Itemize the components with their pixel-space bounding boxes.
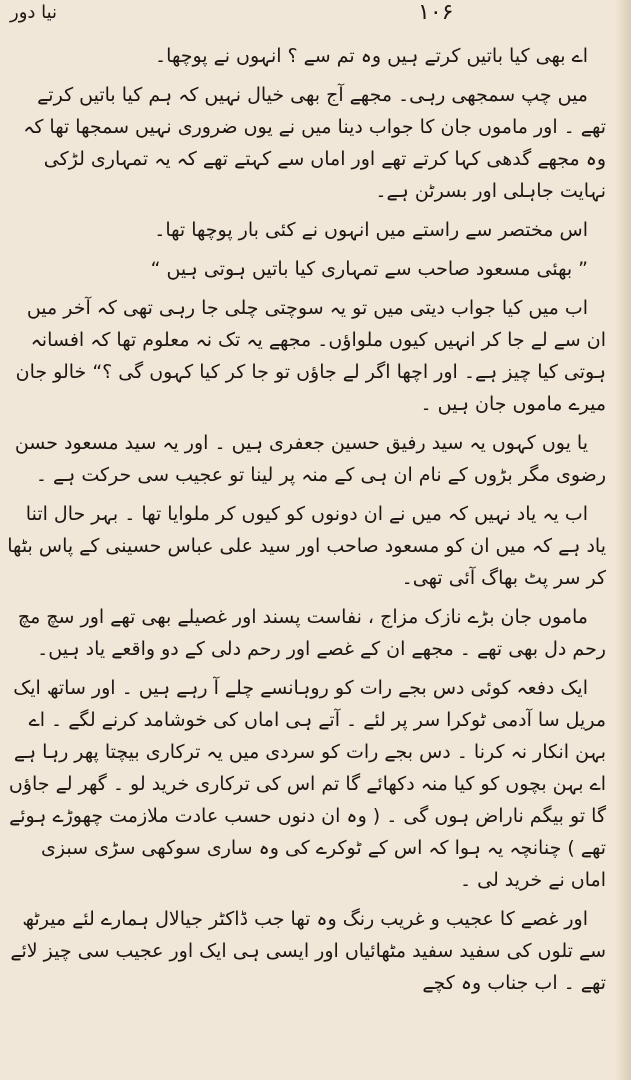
journal-name: نیا دور xyxy=(10,2,58,23)
page-edge-shadow xyxy=(615,0,631,1080)
paragraph-3: اس مختصر سے راستے میں انہوں نے کئی بار پوچھا تھا۔ xyxy=(154,219,588,241)
page-header xyxy=(0,0,631,26)
paragraph-9: ایک دفعہ کوئی دس بجے رات کو روہانسے چلے آ رہے ہیں ۔ اور ساتھ ایک مریل سا آدمی ٹوکرا سر پر لئے ۔ آتے ہی اماں کی خوشامد کرنے لگے ۔ اے بہن انکار نہ کرنا ۔ دس بجے رات کو سردی میں یہ ترکاری بیچتا پھر رہا ہے اے بہن بچوں کو کیا منہ دکھائے گا تم اس کی ترکاری خرید لو ۔ گھر لے جاؤں گا تو بیگم ناراض ہوں گی ۔ ( وہ ان دنوں حسب عادت ملازمت چھوڑے ہوئے تھے ) چنانچہ یہ ہوا کہ اس کے ٹوکرے کی وہ ساری سوکھی سڑی سبزی اماں نے خرید لی ۔ xyxy=(8,677,606,891)
paragraph-8: ماموں جان بڑے نازک مزاج ، نفاست پسند اور غصیلے بھی تھے اور سچ مچ رحم دل بھی تھے ۔ مجھے ان کے غصے اور رحم دلی کے دو واقعے یاد ہیں۔ xyxy=(17,606,606,660)
body-text xyxy=(6,40,606,1006)
paragraph-6: یا یوں کہوں یہ سید رفیق حسین جعفری ہیں ۔ اور یہ سید مسعود حسن رضوی مگر بڑوں کے نام ان ہی کے منہ پر لینا تو عجیب سی حرکت ہے ۔ xyxy=(14,432,606,486)
paragraph-10: اور غصے کا عجیب و غریب رنگ وہ تھا جب ڈاکٹر جیالال ہمارے لئے میرٹھ سے تلوں کی سفید سفید مٹھائیاں اور ایسی ہی ایک اور عجیب سی چیز لائے تھے ۔ اب جناب وہ کچے xyxy=(10,908,606,994)
paragraph-1: اے بھی کیا باتیں کرتے ہیں وہ تم سے ؟ انہوں نے پوچھا۔ xyxy=(155,45,588,67)
paragraph-4: ” بھئی مسعود صاحب سے تمہاری کیا باتیں ہوتی ہیں “ xyxy=(150,258,588,280)
paragraph-5: اب میں کیا جواب دیتی میں تو یہ سوچتی چلی جا رہی تھی کہ آخر میں ان سے لے جا کر انہیں کیوں ملواؤں۔ مجھے یہ تک نہ معلوم تھا کہ افسانہ ہوتی کیا چیز ہے۔ اور اچھا اگر لے جاؤں تو جا کر کیا کہوں گی ؟“ خالو جان میرے ماموں جان ہیں ۔ xyxy=(15,297,606,415)
paragraph-2: میں چپ سمجھی رہی۔ مجھے آج بھی خیال نہیں کہ ہم کیا باتیں کرتے تھے ۔ اور ماموں جان کا جواب دینا میں نے یوں ضروری نہیں سمجھا تھا کہ وہ مجھے گدھی کہا کرتے تھے اور اماں سے کہتے تھے کہ یہ تمہاری لڑکی نہایت جاہلی اور بسرٹن ہے۔ xyxy=(23,84,606,202)
page-number: ۱۰۶ xyxy=(418,0,454,25)
paragraph-7: اب یہ یاد نہیں کہ میں نے ان دونوں کو کیوں کر ملوایا تھا ۔ بہر حال اتنا یاد ہے کہ میں ان کو مسعود صاحب اور سید علی عباس حسینی کے پاس بٹھا کر سر پٹ بھاگ آئی تھی۔ xyxy=(7,503,606,589)
